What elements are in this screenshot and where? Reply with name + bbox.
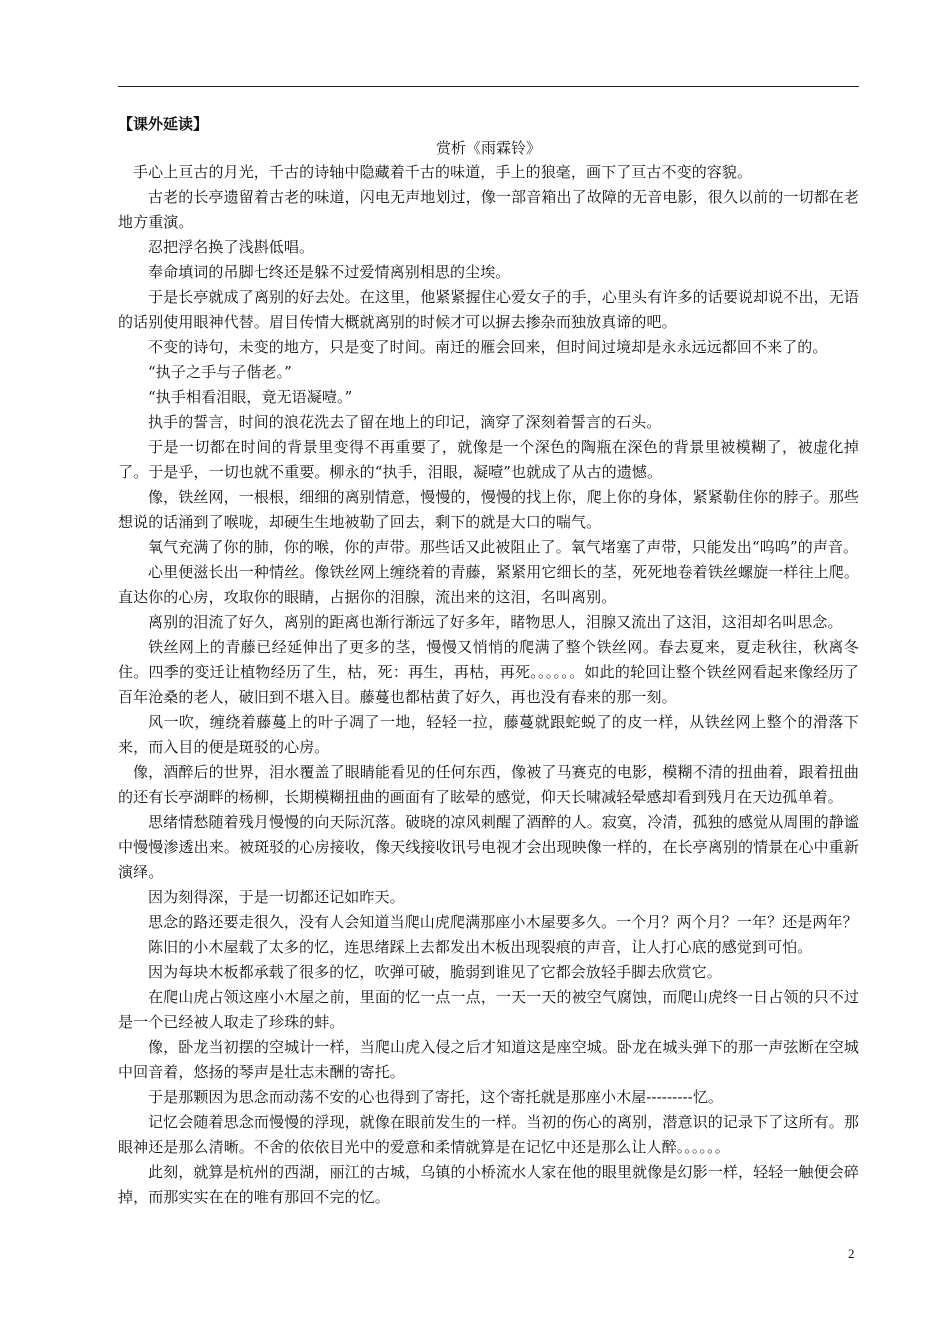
paragraph: 在爬山虎占领这座小木屋之前，里面的忆一点一点，一天一天的被空气腐蚀，而爬山虎终一日占领的只不过是一个已经被人取走了珍珠的蚌。 bbox=[118, 988, 859, 1031]
paragraph: 不变的诗句，未变的地方，只是变了时间。南迁的雁会回来，但时间过境却是永永远远都回不来了的。 bbox=[148, 338, 828, 356]
paragraph: 奉命填词的吊脚七终还是躲不过爱情离别相思的尘埃。 bbox=[148, 263, 511, 281]
paragraph: 陈旧的小木屋载了太多的忆，连思绪踩上去都发出木板出现裂痕的声音，让人打心底的感觉到可怕。 bbox=[148, 938, 813, 956]
paragraph: 手心上亘古的月光，千古的诗轴中隐藏着千古的味道，手上的狼毫，画下了亘古不变的容貌。 bbox=[133, 163, 753, 181]
paragraph: 因为刻得深，于是一切都还记如昨天。 bbox=[148, 888, 405, 906]
paragraph: 于是一切都在时间的背景里变得不再重要了，就像是一个深色的陶瓶在深色的背景里被模糊了，被虚化掉了。于是乎，一切也就不重要。柳永的“执手，泪眼，凝噎”也就成了从古的遗憾。 bbox=[118, 438, 859, 481]
paragraph: 像，铁丝网，一根根，细细的离别情意，慢慢的，慢慢的找上你，爬上你的身体，紧紧勒住你的脖子。那些想说的话涌到了喉咙，却硬生生地被勒了回去，剩下的就是大口的喘气。 bbox=[118, 488, 859, 531]
paragraph: 像，卧龙当初摆的空城计一样，当爬山虎入侵之后才知道这是座空城。卧龙在城头弹下的那一声弦断在空城中回音着，悠扬的琴声是壮志未酬的寄托。 bbox=[118, 1038, 859, 1081]
document-body bbox=[118, 112, 859, 1210]
page-number: 2 bbox=[848, 1246, 855, 1261]
article-title: 赏析《雨霖铃》 bbox=[435, 139, 541, 157]
paragraph: 离别的泪流了好久，离别的距离也渐行渐远了好多年，睹物思人，泪腺又流出了这泪，这泪却名叫思念。 bbox=[148, 613, 843, 631]
section-label: 【课外延读】 bbox=[118, 115, 209, 133]
paragraph: 古老的长亭遗留着古老的味道，闪电无声地划过，像一部音箱出了故障的无音电影，很久以前的一切都在老地方重演。 bbox=[118, 188, 859, 231]
paragraph: 像，酒醉后的世界，泪水覆盖了眼睛能看见的任何东西，像被了马赛克的电影，模糊不清的扭曲着，跟着扭曲的还有长亭湖畔的杨柳，长期模糊扭曲的画面有了眩晕的感觉，仰天长啸减轻晕感却看到残月在天边孤单着。 bbox=[118, 763, 859, 806]
paragraph: 氧气充满了你的肺，你的喉，你的声带。那些话又此被阻止了。氧气堵塞了声带，只能发出“呜呜”的声音。 bbox=[148, 538, 859, 556]
paragraph: 于是那颗因为思念而动荡不安的心也得到了寄托，这个寄托就是那座小木屋---------忆。 bbox=[148, 1088, 724, 1106]
paragraph: 风一吹，缠绕着藤蔓上的叶子凋了一地，轻轻一拉，藤蔓就跟蛇蜕了的皮一样，从铁丝网上整个的滑落下来，而入目的便是斑驳的心房。 bbox=[118, 713, 859, 756]
paragraph: 此刻，就算是杭州的西湖，丽江的古城，乌镇的小桥流水人家在他的眼里就像是幻影一样，轻轻一触便会碎掉，而那实实在在的唯有那回不完的忆。 bbox=[118, 1163, 859, 1206]
paragraph: 于是长亭就成了离别的好去处。在这里，他紧紧握住心爱女子的手，心里头有许多的话要说却说不出，无语的话别使用眼神代替。眉目传情大概就离别的时候才可以摒去掺杂而独放真谛的吧。 bbox=[118, 288, 859, 331]
paragraph: 因为每块木板都承载了很多的忆，吹弹可破，脆弱到谁见了它都会放轻手脚去欣赏它。 bbox=[148, 963, 722, 981]
paragraph: 忍把浮名换了浅斟低唱。 bbox=[148, 238, 315, 256]
paragraph: “执子之手与子偕老。” bbox=[148, 363, 292, 381]
paragraph: 铁丝网上的青藤已经延伸出了更多的茎，慢慢又悄悄的爬满了整个铁丝网。春去夏来，夏走秋往，秋离冬住。四季的变迁让植物经历了生，枯，死：再生，再枯，再死。。。。。。如此的轮回让整个铁丝网看起来像经历了百年沧桑的老人，破旧到不堪入目。藤蔓也都枯黄了好久，再也没有春来的那一刻。 bbox=[118, 638, 859, 706]
paragraph: “执手相看泪眼，竟无语凝噎。” bbox=[148, 388, 353, 406]
paragraph: 心里便滋长出一种情丝。像铁丝网上缠绕着的青藤，紧紧用它细长的茎，死死地卷着铁丝螺旋一样往上爬。直达你的心房，攻取你的眼睛，占据你的泪腺，流出来的这泪，名叫离别。 bbox=[118, 563, 859, 606]
paragraph: 执手的誓言，时间的浪花洗去了留在地上的印记，滴穿了深刻着誓言的石头。 bbox=[148, 413, 662, 431]
paragraph: 思念的路还要走很久，没有人会知道当爬山虎爬满那座小木屋要多久。一个月？两个月？一年？还是两年？ bbox=[148, 913, 858, 931]
paragraph: 记忆会随着思念而慢慢的浮现，就像在眼前发生的一样。当初的伤心的离别，潜意识的记录下了这所有。那眼神还是那么清晰。不舍的依依目光中的爱意和柔情就算是在记忆中还是那么让人醉。。。。。。 bbox=[118, 1113, 859, 1156]
header-rule bbox=[118, 86, 859, 87]
paragraph: 思绪情愁随着残月慢慢的向天际沉落。破晓的凉风刺醒了酒醉的人。寂寞，冷清，孤独的感觉从周围的静谧中慢慢渗透出来。被斑驳的心房接收，像天线接收讯号电视才会出现映像一样的，在长亭离别的情景在心中重新演绎。 bbox=[118, 813, 859, 881]
